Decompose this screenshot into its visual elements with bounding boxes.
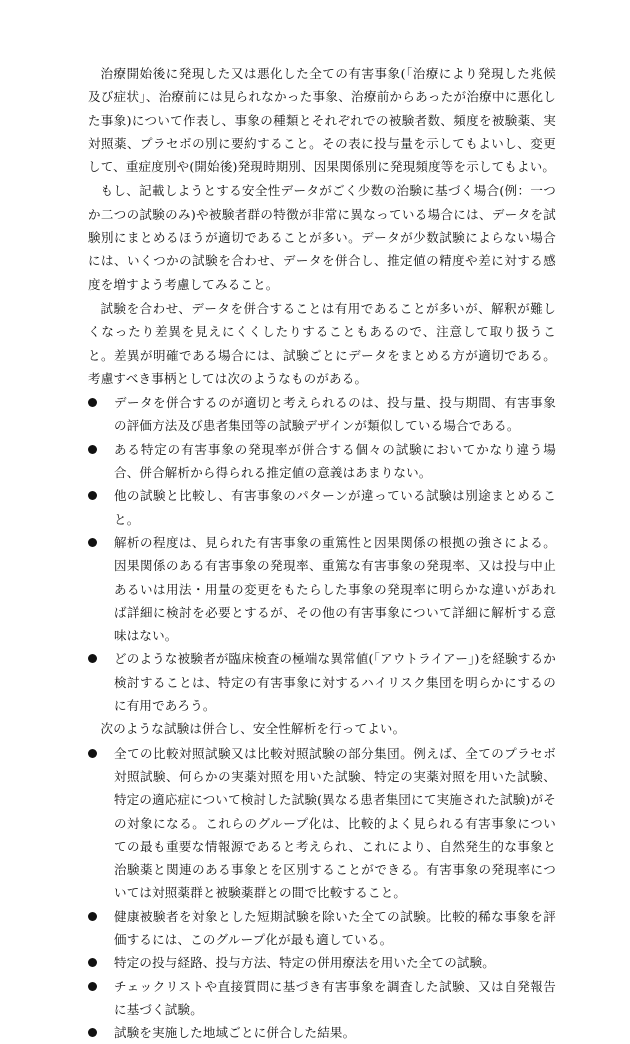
list-item (88, 951, 556, 974)
pooling-intro: 次のような試験は併合し、安全性解析を行ってよい。 (100, 721, 406, 737)
bullet-icon (88, 398, 97, 407)
list-item-text: どのような被験者が臨床検査の極端な異常値(｢アウトライアー｣)を経験するか検討することは、特定の有害事象に対するハイリスク集団を明らかにするのに有用であろう。 (114, 651, 556, 714)
bullet-icon (88, 982, 97, 991)
paragraph-pooling-caution: 試験を合わせ、データを併合することは有用であることが多いが、解釈が難しくなったり差異を見えにくくしたりすることもあるので、注意して取り扱うこと。差異が明確である場合には、試験ごとにデータをまとめる方が適切である。考慮すべき事柄としては次のようなものがある。 (88, 300, 556, 386)
list-item (88, 975, 556, 1022)
list-item-text: 健康被験者を対象とした短期試験を除いた全ての試験。比較的稀な事象を評価するには、このグループ化が最も適している。 (114, 908, 556, 947)
list-item (88, 1021, 556, 1044)
bullet-icon (88, 912, 97, 921)
list-item (88, 647, 556, 717)
pooling-list (88, 742, 556, 1044)
paragraph-treatment-emergent-events: 治療開始後に発現した又は悪化した全ての有害事象(｢治療により発現した兆候及び症状｣、治療前には見られなかった事象、治療前からあったが治療中に悪化した事象)について作表し、事象の種類とそれぞれでの被験者数、頻度を被験薬、実対照薬、プラセボの別に要約すること。その表に投与量を示してもよいし、変更して、重症度別や(開始後)発現時期別、因果関係別に発現頻度等を示してもよい。 (88, 66, 556, 175)
bullet-icon (88, 1028, 97, 1037)
bullet-icon (88, 749, 97, 758)
list-item (88, 742, 556, 905)
list-item-text: 他の試験と比較し、有害事象のパターンが違っている試験は別途まとめること。 (114, 488, 556, 527)
bullet-icon (88, 538, 97, 547)
paragraph-small-trial-data: もし、記載しようとする安全性データがごく少数の治験に基づく場合(例：一つか二つの試験のみ)や被験者群の特徴が非常に異なっている場合には、データを試験別にまとめるほうが適切であることが多い。データが少数試験によらない場合には、いくつかの試験を合わせ、データを併合し、推定値の精度や差に対する感度を増すよう考慮してみること。 (88, 183, 556, 292)
considerations-list (88, 391, 556, 717)
list-item-text: 特定の投与経路、投与方法、特定の併用療法を用いた全ての試験。 (114, 955, 496, 971)
bullet-icon (88, 445, 97, 454)
list-item-text: ある特定の有害事象の発現率が併合する個々の試験においてかなり違う場合、併合解析から得られる推定値の意義はあまりない。 (114, 441, 556, 481)
list-item (88, 905, 556, 952)
list-item (88, 391, 556, 438)
bullet-icon (88, 654, 97, 663)
list-item-text: データを併合するのが適切と考えられるのは、投与量、投与期間、有害事象の評価方法及び患者集団等の試験デザインが類似している場合である。 (114, 395, 556, 434)
list-item (88, 531, 556, 647)
list-item-text: 解析の程度は、見られた有害事象の重篤性と因果関係の根拠の強さによる。因果関係のある有害事象の発現率、重篤な有害事象の発現率、又は投与中止あるいは用法・用量の変更をもたらした事象の発現率に明らかな違いがあれば詳細に検討を必要とするが、その他の有害事象について詳細に解析する意味はない。 (114, 534, 556, 644)
list-item-text: チェックリストや直接質問に基づき有害事象を調査した試験、又は自発報告に基づく試験。 (114, 978, 556, 1017)
list-item-text: 全ての比較対照試験又は比較対照試験の部分集団。例えば、全てのプラセボ対照試験、何らかの実薬対照を用いた試験、特定の実薬対照を用いた試験、特定の適応症について検討した試験(異なる患者集団にて実施された試験)がその対象になる。これらのグループ化は、比較的よく見られる有害事象についての最も重要な情報源であると考えられ、これにより、自然発生的な事象と治験薬と関連のある事象とを区別することができる。有害事象の発現率については対照薬群と被験薬群との間で比較すること。 (114, 745, 556, 901)
document-body (88, 62, 556, 1044)
bullet-icon (88, 958, 97, 967)
list-item-text: 試験を実施した地域ごとに併合した結果。 (114, 1025, 356, 1041)
bullet-icon (88, 491, 97, 500)
list-item (88, 484, 556, 531)
list-item (88, 438, 556, 485)
